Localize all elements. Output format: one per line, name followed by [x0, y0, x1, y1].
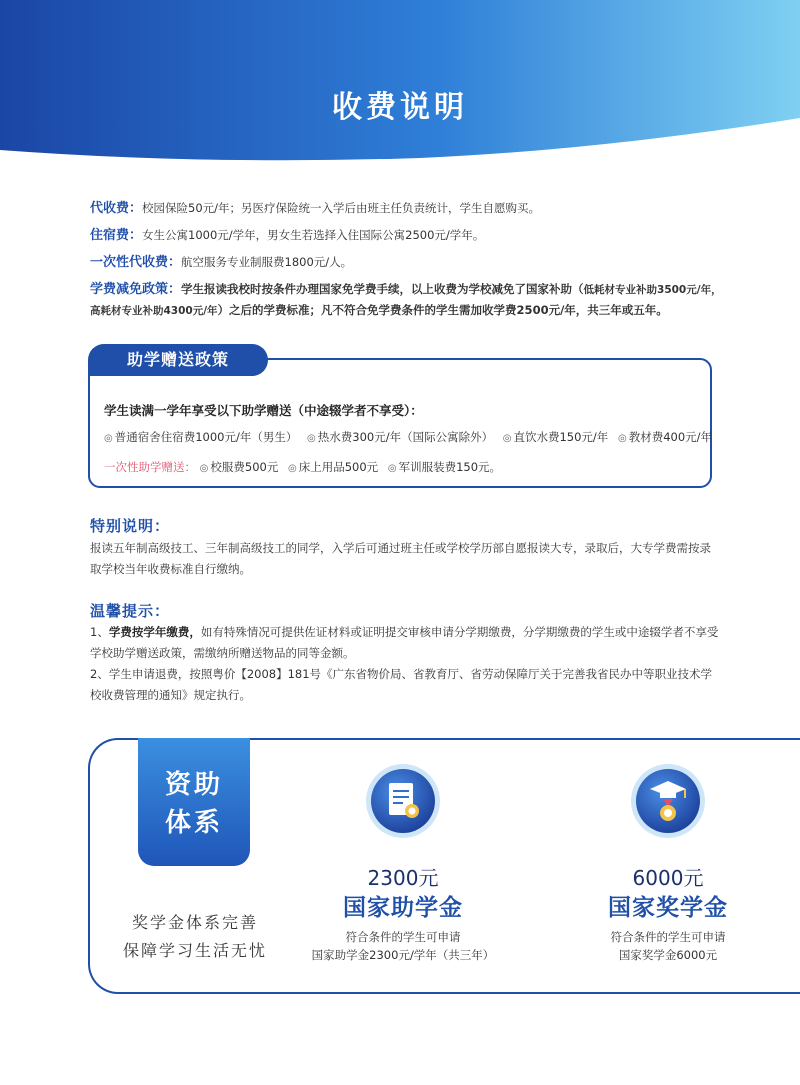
fee-section — [90, 198, 730, 327]
tip-line-2: 2、学生申请退费，按照粤价【2008】181号《广东省物价局、省教育厅、省劳动保障厅关于完善我省民办中等职业技术学校收费管理的通知》规定执行。 — [90, 667, 713, 702]
policy-item-text: 直饮水费150元/年 — [513, 430, 609, 444]
policy-item — [307, 430, 493, 444]
aid-amount-grant: 2300元 — [367, 866, 439, 890]
policy-once-item-text: 床上用品500元 — [298, 460, 379, 474]
aid-slogan-line-1: 奖学金体系完善 — [131, 913, 258, 932]
policy-intro: 学生读满一学年享受以下助学赠送（中途辍学者不享受）： — [104, 403, 423, 418]
tip-1-prefix: 1、 — [90, 625, 109, 639]
certificate-icon — [365, 763, 441, 839]
circle-bullet-icon: ◎ — [387, 463, 397, 474]
aid-desc-scholarship-2: 国家奖学金6000元 — [618, 948, 718, 962]
tip-1-text: 如有特殊情况可提供佐证材料或证明提交审核申请分学期缴费，分学期缴费的学生或中途辍学者不享受学校助学赠送政策，需缴纳所赠送物品的同等金额。 — [90, 625, 719, 660]
aid-amount-scholarship: 6000元 — [632, 866, 704, 890]
aid-slogan-line-2: 保障学习生活无忧 — [122, 941, 267, 960]
policy-tab: 助学赠送政策 — [88, 344, 268, 376]
fee-collection — [90, 198, 730, 219]
aid-tab — [138, 738, 250, 866]
fee-housing-text: 女生公寓1000元/学年，男女生若选择入住国际公寓2500元/学年。 — [142, 228, 485, 242]
policy-once-item-text: 军训服装费150元。 — [398, 460, 502, 474]
page-title: 收费说明 — [332, 90, 468, 125]
aid-tab-line-1: 资助 — [164, 770, 223, 800]
header-banner — [0, 0, 800, 165]
aid-tab-line-2: 体系 — [164, 808, 223, 838]
aid-name-grant: 国家助学金 — [343, 895, 463, 921]
circle-bullet-icon: ◎ — [502, 433, 512, 444]
policy-once-item-text: 校服费500元 — [210, 460, 279, 474]
fee-collection-text: 校园保险50元/年；另医疗保险统一入学后由班主任负责统计，学生自愿购买。 — [142, 201, 541, 215]
aid-desc-grant-1: 符合条件的学生可申请 — [345, 930, 461, 944]
policy-once — [104, 459, 507, 475]
policy-item — [104, 430, 297, 444]
fee-collection-label: 代收费： — [90, 201, 143, 216]
fee-one-time — [90, 252, 730, 273]
special-text: 报读五年制高级技工、三年制高级技工的同学，入学后可通过班主任或学校学历部自愿报读大专，录取后，大专学费需按录取学校当年收费标准自行缴纳。 — [90, 541, 711, 576]
tip-line-1 — [90, 622, 720, 664]
circle-bullet-icon: ◎ — [104, 433, 113, 444]
tips-title: 温馨提示： — [90, 602, 171, 620]
fee-one-time-text: 航空服务专业制服费1800元/人。 — [181, 255, 353, 269]
policy-items — [104, 429, 718, 445]
policy-item-text: 普通宿舍住宿费1000元/年（男生） — [114, 430, 298, 444]
policy-item-text: 教材费400元/年 — [628, 430, 713, 444]
tips-body — [90, 622, 720, 706]
fee-waiver-text-c: ）之后的学费标准；凡不符合免学费条件的学生需加收学费2500元/年，共三年或五年。 — [217, 303, 668, 317]
fee-waiver-text-a: 学生报读我校时按条件办理国家免学费手续，以上收费为学校减免了国家补助（ — [181, 282, 584, 296]
policy-once-item — [200, 460, 279, 474]
aid-desc-scholarship-1: 符合条件的学生可申请 — [610, 930, 726, 944]
fee-waiver-text-b: 低耗材专业补助3500元/年，高耗材专业补助4300元/年 — [90, 284, 722, 317]
fee-waiver-label: 学费减免政策： — [90, 282, 182, 297]
aid-name-scholarship: 国家奖学金 — [608, 895, 728, 921]
circle-bullet-icon: ◎ — [199, 463, 209, 474]
fee-housing-label: 住宿费： — [90, 228, 143, 243]
policy-once-item — [288, 460, 378, 474]
fee-one-time-label: 一次性代收费： — [90, 255, 182, 270]
graduation-medal-icon — [630, 763, 706, 839]
policy-item — [503, 430, 609, 444]
circle-bullet-icon: ◎ — [288, 463, 297, 474]
policy-item — [618, 430, 712, 444]
fee-housing — [90, 225, 730, 246]
tip-1-bold: 学费按学年缴费， — [108, 625, 201, 639]
policy-once-item — [388, 460, 501, 474]
policy-item-text: 热水费300元/年（国际公寓除外） — [317, 430, 494, 444]
circle-bullet-icon: ◎ — [617, 433, 627, 444]
fee-waiver — [90, 279, 730, 321]
aid-desc-grant-2: 国家助学金2300元/学年（共三年） — [311, 948, 495, 962]
special-title: 特别说明： — [90, 517, 171, 535]
circle-bullet-icon: ◎ — [307, 433, 316, 444]
policy-once-label: 一次性助学赠送： — [104, 460, 196, 474]
